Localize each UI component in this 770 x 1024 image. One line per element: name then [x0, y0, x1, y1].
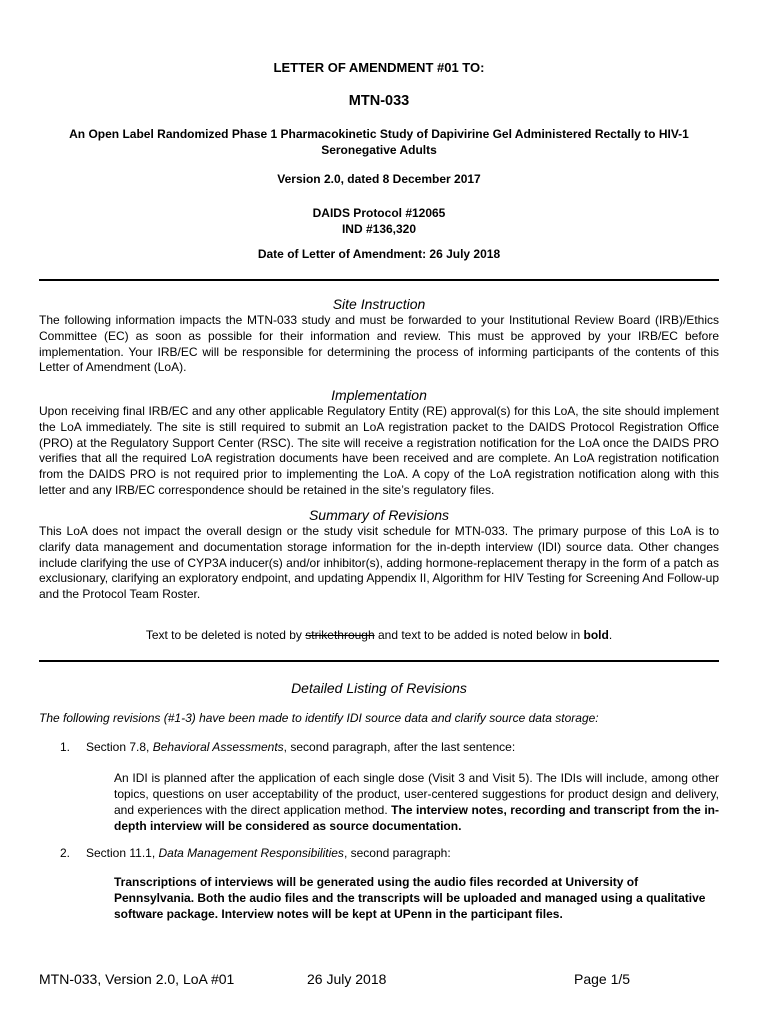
notation-bold: bold	[583, 628, 609, 642]
revision-location: , second paragraph, after the last sentence:	[283, 740, 516, 754]
revision-section-title: Data Management Responsibilities	[158, 846, 344, 860]
revision-number: 2.	[60, 846, 71, 860]
notation-line	[39, 628, 719, 642]
revision-section: Section 11.1,	[86, 846, 159, 860]
revision-number: 1.	[60, 740, 71, 754]
notation-pre: Text to be deleted is noted by	[145, 628, 306, 642]
footer-page-number: Page 1/5	[574, 971, 631, 987]
notation-mid: and text to be added is noted below in	[374, 628, 584, 642]
notation-post: .	[608, 628, 613, 642]
divider-top	[39, 279, 719, 281]
version-line: Version 2.0, dated 8 December 2017	[277, 172, 481, 186]
detailed-intro: The following revisions (#1-3) have been made to identify IDI source data and clarify source data storage:	[39, 711, 599, 725]
revision-1-normal: An IDI is planned after the application of each single dose (Visit 3 and Visit 5). The IDIs will include, among other topics, questions on user acceptability of the product, user-centered suggestions for product design and delivery, and experiences with the direct application method.	[114, 771, 719, 817]
revision-1-added: The interview notes, recording and transcript from the in-depth interview will be considered as source documentation.	[114, 803, 719, 833]
revision-1-text	[114, 770, 719, 834]
protocol-number: MTN-033	[348, 93, 410, 109]
revision-section: Section 7.8,	[86, 740, 153, 754]
footer-left: MTN-033, Version 2.0, LoA #01	[39, 971, 235, 987]
daids-protocol: DAIDS Protocol #12065	[312, 206, 446, 220]
summary-text: This LoA does not impact the overall design or the study visit schedule for MTN-033. The primary purpose of this LoA is to clarify data management and documentation storage information for the in-depth interview (IDI) source data. Other changes include clarifying the use of CYP3A inducer(s) and/or inhibitor(s), adding hormone-replacement therapy in the form of a patch as exclusionary, clarifying an exploratory endpoint, and updating Appendix II, Algorithm for HIV Testing for Screening And Follow-up and the Protocol Team Roster.	[39, 524, 719, 602]
footer-date: 26 July 2018	[307, 971, 387, 987]
detailed-heading: Detailed Listing of Revisions	[291, 680, 467, 696]
protocol-ids	[39, 205, 719, 237]
site-instruction-text: The following information impacts the MTN-033 study and must be forwarded to your Institutional Review Board (IRB)/Ethics Committee (EC) as soon as possible for their information and review. This must be approved by your IRB/EC before implementation. Your IRB/EC will be responsible for determining the process of informing participants of the contents of this Letter of Amendment (LoA).	[39, 313, 719, 375]
implementation-text: Upon receiving final IRB/EC and any other applicable Regulatory Entity (RE) approval(s) for this LoA, the site should implement the LoA immediately. The site is still required to submit an LoA registration packet to the DAIDS Protocol Registration Office (PRO) at the Regulatory Support Center (RSC). The site will receive a registration notification for the LoA once the DAIDS PRO verifies that all the required LoA registration documents have been received and are complete. An LoA registration notification from the DAIDS PRO is not required prior to implementing the LoA. A copy of the LoA registration notification along with this letter and any IRB/EC correspondence should be retained in the site’s regulatory files.	[39, 404, 719, 497]
revision-2-added: Transcriptions of interviews will be generated using the audio files recorded at University of Pennsylvania. Both the audio files and the transcripts will be uploaded and managed using a qualitative software package. Interview notes will be kept at UPenn in the participant files.	[114, 875, 706, 921]
implementation-heading: Implementation	[331, 387, 427, 403]
document-title: LETTER OF AMENDMENT #01 TO:	[273, 60, 485, 75]
summary-heading: Summary of Revisions	[308, 507, 450, 523]
ind-number: IND #136,320	[341, 222, 417, 236]
revision-item-2	[60, 846, 710, 860]
revision-item-1	[60, 740, 710, 754]
site-instruction-heading: Site Instruction	[332, 296, 426, 312]
notation-strike: strikethrough	[305, 628, 375, 642]
divider-middle	[39, 660, 719, 662]
study-title: An Open Label Randomized Phase 1 Pharmacokinetic Study of Dapivirine Gel Administered Rectally to HIV-1 Seronegative Adults	[69, 127, 689, 157]
revision-location: , second paragraph:	[343, 846, 451, 860]
loa-date: Date of Letter of Amendment: 26 July 2018	[257, 247, 501, 261]
revision-section-title: Behavioral Assessments	[152, 740, 284, 754]
